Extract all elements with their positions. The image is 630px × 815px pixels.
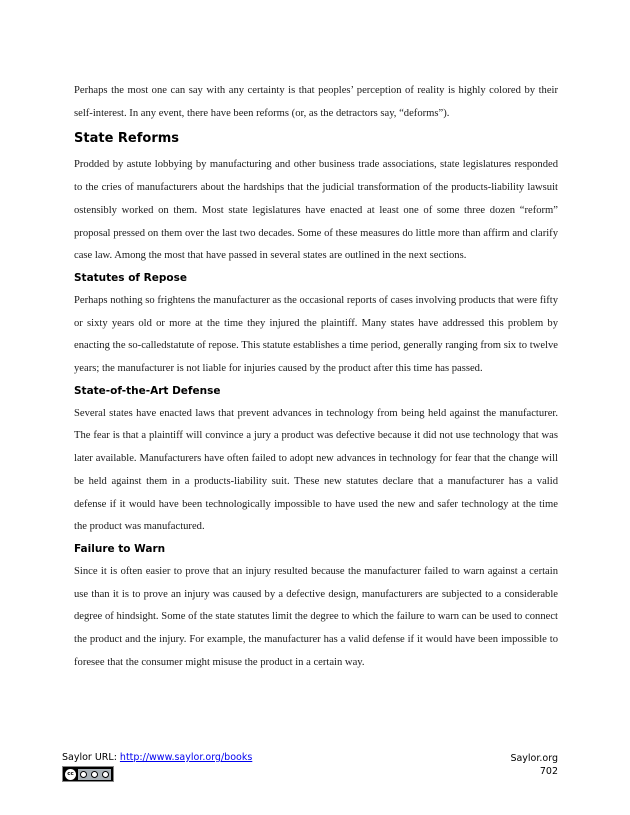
creative-commons-by-nc-sa-icon — [62, 766, 114, 782]
failure-to-warn-paragraph: Since it is often easier to prove that an injury resulted because the manufacturer failed to warn against a certain use than it is to prove an injury was caused by a defective design, manufacturers are subjected to a considerable degree of hindsight. Some of the state statutes limit the degree to which the failure to warn can be used to connect the product and the injury. For example, the manufacturer has a valid defense if it would have been impossible to foresee that the consumer might misuse the product in a certain way. — [74, 565, 558, 668]
heading-state-of-the-art-defense: State-of-the-Art Defense — [74, 384, 221, 397]
intro-paragraph: Perhaps the most one can say with any certainty is that peoples’ perception of reality is highly colored by their self-interest. In any event, there have been reforms (or, as the detractors say, “deforms”). — [74, 85, 558, 119]
cc-license-strip-icon — [78, 769, 111, 780]
heading-statutes-of-repose: Statutes of Repose — [74, 271, 187, 284]
footer-site-info — [510, 752, 558, 778]
footer-url-link[interactable]: http://www.saylor.org/books — [119, 752, 253, 763]
page-number: 702 — [539, 766, 558, 777]
heading-state-reforms: State Reforms — [74, 131, 180, 147]
cc-sa-icon — [102, 771, 109, 778]
footer-source — [62, 752, 252, 763]
document-page — [74, 80, 558, 674]
state-of-the-art-paragraph: Several states have enacted laws that prevent advances in technology from being held against the manufacturer. The fear is that a plaintiff will convince a jury a product was defective because it did not use technology that was later available. Manufacturers have often failed to adopt new advances in technology for fear that the change will be held against them in a products-liability suit. These new statutes declare that a manufacturer has a valid defense if it would have been technologically impossible to have used the new and safer technology at the time the product was manufactured. — [74, 407, 558, 533]
cc-by-icon — [80, 771, 87, 778]
statutes-of-repose-paragraph: Perhaps nothing so frightens the manufacturer as the occasional reports of cases involving products that were fifty or sixty years old or more at the time they injured the plaintiff. Many states have addressed this problem by enacting the so-calledstatute of repose. This statute establishes a time period, generally ranging from six to twelve years; the manufacturer is not liable for injuries caused by the product after this time has passed. — [74, 294, 558, 375]
state-reforms-paragraph: Prodded by astute lobbying by manufacturing and other business trade associations, state legislatures responded to the cries of manufacturers about the hardships that the judicial transformation of the products-liability lawsuit ostensibly worked on them. Most state legislatures have enacted at least one of some three dozen “reform” proposal pressed on them over the last two decades. Some of these measures do little more than affirm and clarify case law. Among the most that have passed in several states are outlined in the next sections. — [74, 159, 558, 262]
heading-failure-to-warn: Failure to Warn — [74, 542, 166, 555]
footer-url-label: Saylor URL: — [62, 752, 120, 763]
cc-circle-icon: cc — [65, 769, 76, 780]
cc-nc-icon — [91, 771, 98, 778]
footer-site-name: Saylor.org — [510, 753, 558, 764]
